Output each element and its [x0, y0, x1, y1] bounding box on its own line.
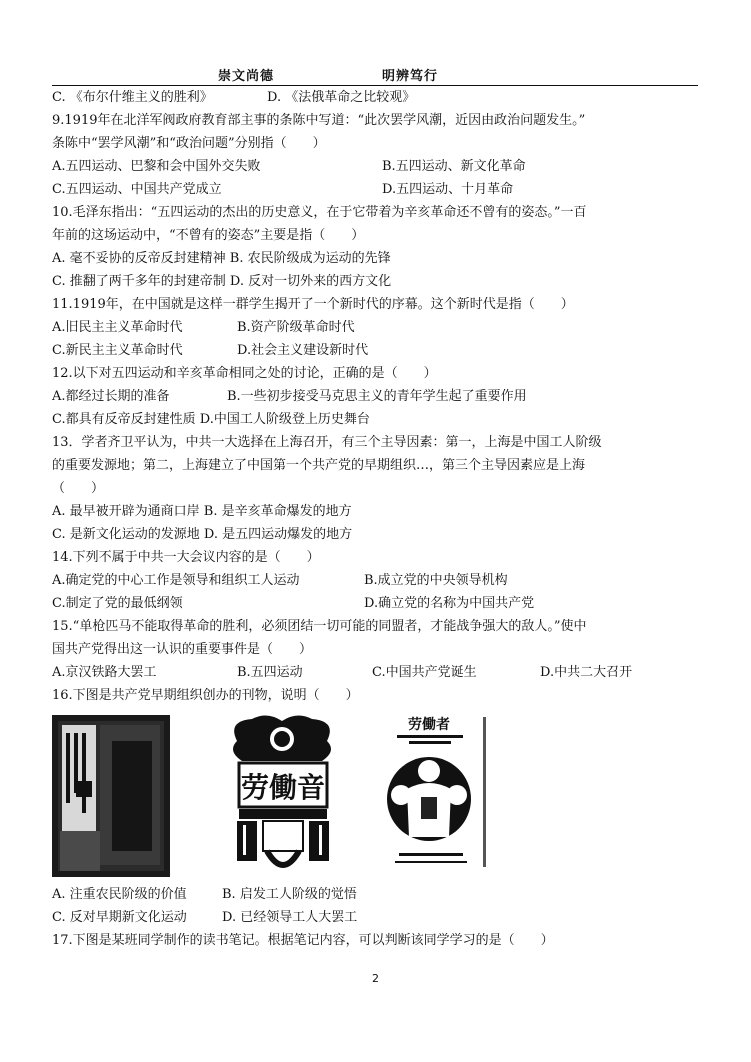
text-segment: 9.1919年在北洋军阀政府教育部主事的条陈中写道：“此次罢学风潮，近因由政治问题发生。”: [52, 113, 586, 128]
text-line: [52, 500, 702, 523]
text-line: [52, 155, 702, 178]
text-line: [52, 929, 702, 952]
header-motto-right: 明辨笃行: [382, 69, 439, 84]
text-segment: B.五四运动: [237, 665, 303, 680]
text-segment: 10.毛泽东指出：“五四运动的杰出的历史意义，在于它带着为辛亥革命还不曾有的姿态。”一百: [52, 205, 587, 220]
text-line: [52, 454, 702, 477]
text-segment: 的重要发源地；第二，上海建立了中国第一个共产党的早期组织…，第三个主导因素应是上海: [52, 458, 586, 473]
question-content: [52, 86, 702, 952]
text-segment: 16.下图是共产党早期组织创办的刊物，说明（ ）: [52, 688, 359, 703]
text-line: [52, 523, 702, 546]
text-line: [52, 569, 702, 592]
text-segment: 国共产党得出这一认识的重要事件是（ ）: [52, 642, 313, 657]
text-segment: A.旧民主主义革命时代: [52, 320, 183, 335]
text-line: [52, 132, 702, 155]
text-segment: D. 《法俄革命之比较观》: [267, 90, 416, 105]
journal-2-title: 劳働音: [240, 771, 326, 804]
text-segment: A. 注重农民阶级的价值: [52, 887, 187, 902]
question-lines: [52, 86, 702, 707]
text-segment: C.新民主主义革命时代: [52, 343, 183, 358]
text-line: [52, 247, 702, 270]
text-segment: D.确立党的名称为中国共产党: [364, 596, 535, 611]
text-segment: 15.“单枪匹马不能取得革命的胜利，必须团结一切可能的同盟者，才能战争强大的敌人。”使中: [52, 619, 587, 634]
journal-cover-3: [379, 711, 494, 879]
text-segment: 13．学者齐卫平认为，中共一大选择在上海召开，有三个主导因素：第一，上海是中国工人阶级: [52, 435, 602, 450]
text-segment: C. 推翻了两千多年的封建帝制 D. 反对一切外来的西方文化: [52, 274, 392, 289]
text-segment: C. 是新文化运动的发源地 D. 是五四运动爆发的地方: [52, 527, 353, 542]
figure-row: [52, 711, 702, 883]
question-lines-continued: [52, 883, 702, 952]
text-segment: D.五四运动、十月革命: [382, 182, 514, 197]
text-segment: C.中国共产党诞生: [372, 665, 477, 680]
text-segment: 11.1919年，在中国就是这样一群学生揭开了一个新时代的序幕。这个新时代是指（ ）: [52, 297, 574, 312]
journal-cover-2: [217, 711, 347, 879]
text-segment: 年前的这场运动中，“不曾有的姿态”主要是指（ ）: [52, 228, 365, 243]
text-segment: A. 最早被开辟为通商口岸 B. 是辛亥革命爆发的地方: [52, 504, 352, 519]
page-number: 2: [372, 972, 379, 985]
journal-3-title: 劳働者: [408, 717, 450, 733]
text-segment: D.中共二大召开: [540, 665, 633, 680]
text-segment: 17.下图是某班同学制作的读书笔记。根据笔记内容，可以判断该同学学习的是（ ）: [52, 933, 554, 948]
text-segment: C.制定了党的最低纲领: [52, 596, 183, 611]
text-line: [52, 86, 702, 109]
text-line: [52, 385, 702, 408]
text-segment: C. 反对早期新文化运动: [52, 910, 187, 925]
text-segment: D.社会主义建设新时代: [237, 343, 369, 358]
text-segment: B.五四运动、新文化革命: [382, 159, 526, 174]
text-segment: B.成立党的中央领导机构: [364, 573, 508, 588]
text-line: [52, 224, 702, 247]
header-motto-left: 崇文尚德: [218, 69, 275, 84]
text-segment: C.都具有反帝反封建性质 D.中国工人阶级登上历史舞台: [52, 412, 370, 427]
text-line: [52, 546, 702, 569]
text-segment: 条陈中“罢学风潮”和“政治问题”分别指（ ）: [52, 136, 326, 151]
text-line: [52, 201, 702, 224]
text-segment: （ ）: [52, 481, 105, 496]
journal-photo-1: [52, 711, 170, 879]
text-line: [52, 883, 702, 906]
text-segment: A. 毫不妥协的反帝反封建精神 B. 农民阶级成为运动的先锋: [52, 251, 391, 266]
text-line: [52, 431, 702, 454]
text-line: [52, 339, 702, 362]
text-segment: B.资产阶级革命时代: [237, 320, 355, 335]
text-line: [52, 592, 702, 615]
text-line: [52, 638, 702, 661]
text-line: [52, 661, 702, 684]
text-line: [52, 684, 702, 707]
text-segment: A.都经过长期的准备: [52, 389, 170, 404]
text-segment: A.五四运动、巴黎和会中国外交失败: [52, 159, 261, 174]
text-line: [52, 270, 702, 293]
text-line: [52, 362, 702, 385]
text-segment: A.京汉铁路大罢工: [52, 665, 157, 680]
text-line: [52, 906, 702, 929]
text-segment: D. 已经领导工人大罢工: [222, 910, 358, 925]
text-line: [52, 316, 702, 339]
text-segment: B.一些初步接受马克思主义的青年学生起了重要作用: [227, 389, 527, 404]
page-header: [52, 63, 698, 86]
text-segment: C. 《布尔什维主义的胜利》: [52, 90, 213, 105]
text-segment: C.五四运动、中国共产党成立: [52, 182, 222, 197]
text-line: [52, 293, 702, 316]
text-segment: A.确定党的中心工作是领导和组织工人运动: [52, 573, 300, 588]
text-line: [52, 477, 702, 500]
text-line: [52, 408, 702, 431]
text-line: [52, 615, 702, 638]
text-line: [52, 109, 702, 132]
text-segment: B. 启发工人阶级的觉悟: [222, 887, 357, 902]
text-segment: 14.下列不属于中共一大会议内容的是（ ）: [52, 550, 320, 565]
text-line: [52, 178, 702, 201]
text-segment: 12.以下对五四运动和辛亥革命相同之处的讨论，正确的是（ ）: [52, 366, 437, 381]
